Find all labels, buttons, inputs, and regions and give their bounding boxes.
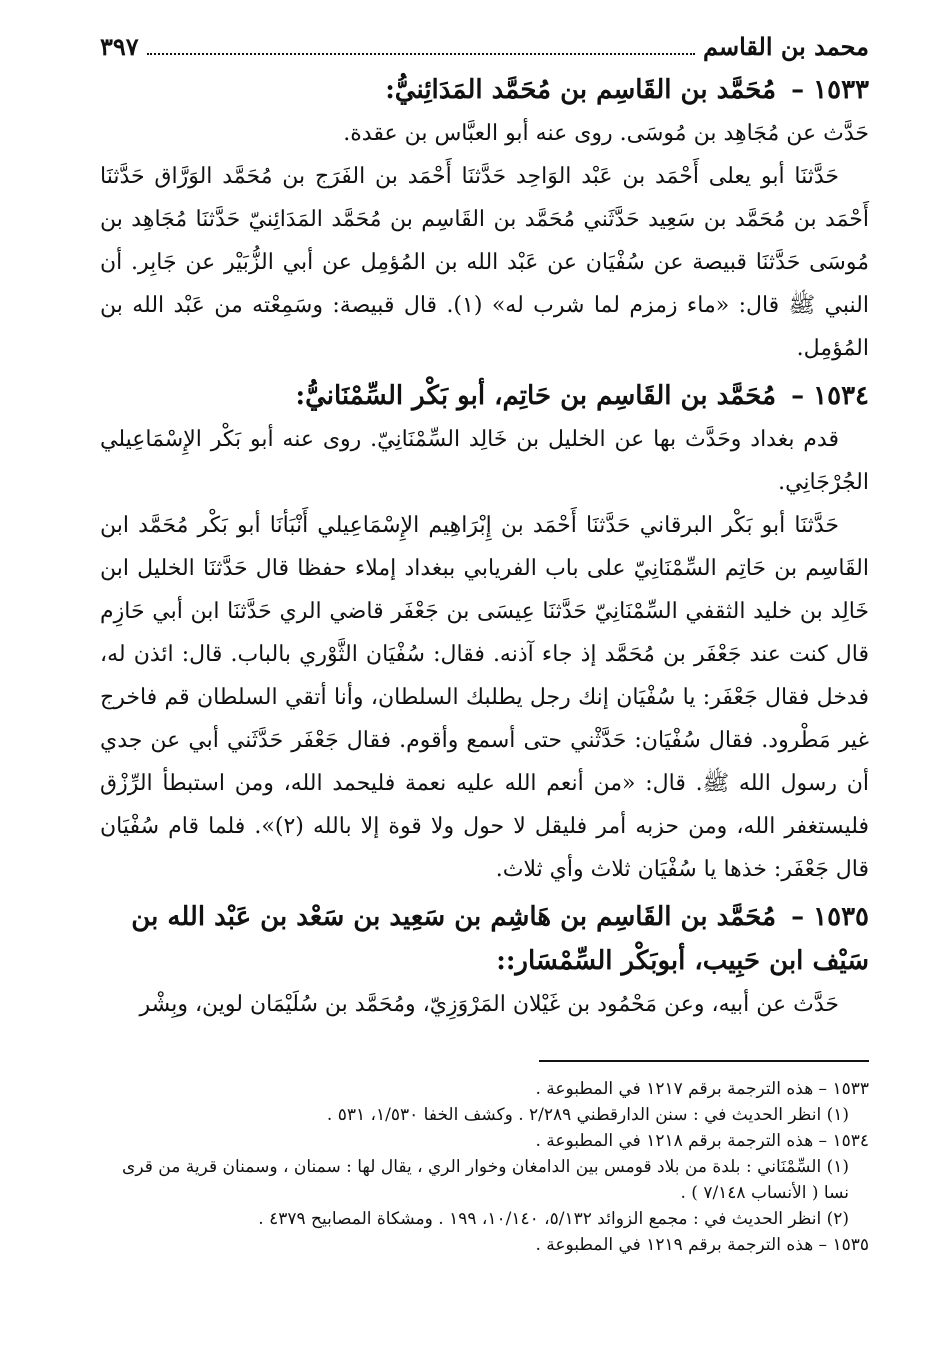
entry-name: مُحَمَّد بن القَاسِم بن حَاتِم، أبو بَكْر السِّمْنَانيُّ:	[295, 381, 777, 411]
leader-dots	[147, 53, 695, 55]
entry-1533	[100, 68, 869, 370]
footnote: (١) انظر الحديث في : سنن الدارقطني ٢/٢٨٩ . وكشف الخفا ١/٥٣٠، ٥٣١ .	[326, 1105, 849, 1125]
entry-heading	[100, 374, 869, 418]
footnote: ١٥٣٥ – هذه الترجمة برقم ١٢١٩ في المطبوعة .	[535, 1235, 869, 1255]
entry-number: ١٥٣٣ –	[791, 75, 869, 105]
footnotes	[100, 1076, 869, 1258]
entry-paragraph: حَدَّثنَا أبو بَكْر البرقاني حَدَّثنَا أَحْمَد بن إِبْرَاهِيم الإِسْمَاعِيلي أَنْبَأنَا أبو بَكْر مُحَمَّد ابن القَاسِم بن حَاتِم السِّمْنَانِيّ على باب الفريابي ببغداد إملاء حفظا قال حَدَّثنَا الخليل ابن خَالِد بن خليد الثقفي السِّمْنَانِيّ حَدَّثنَا عِيسَى بن جَعْفَر قاضي الري حَدَّثنَا ابن أبي حَازِم قال كنت عند جَعْفَر بن مُحَمَّد إذ جاء آذنه. فقال: سُفْيَان الثَّوْري بالباب. قال: ائذن له، فدخل فقال جَعْفَر: يا سُفْيَان إنك رجل يطلبك السلطان، وأنا أتقي السلطان قم فاخرج غير مَطْرود. فقال سُفْيَان: حَدَّثْني حتى أسمع وأقوم. فقال جَعْفَر حَدَّثَني أبي عن جدي أن رسول الله ﷺ. قال: «من أنعم الله عليه نعمة فليحمد الله، ومن استبطأ الرِّزْق فليستغفر الله، ومن حزبه أمر فليقل لا حول ولا قوة إلا بالله (٢)». فلما قام سُفْيَان قال جَعْفَر: خذها يا سُفْيَان ثلاث وأي ثلاث.	[100, 513, 870, 882]
footnote: (١) السِّمْنَاني : بلدة من بلاد قومس بين الدامغان وخوار الري ، يقال لها : سمنان ، وسمنان قرية من قرى نسا ( الأنساب ٧/١٤٨ ) .	[122, 1157, 849, 1203]
entry-name: مُحَمَّد بن القَاسِم بن هَاشِم بن سَعِيد بن سَعْد بن عَبْد الله بن سَيْف ابن حَبِيب، أبوبَكْر السِّمْسَار::	[131, 902, 869, 976]
entry-heading	[100, 68, 869, 112]
entry-paragraph: قدم بغداد وحَدَّث بها عن الخليل بن خَالِد السِّمْنَانِيّ. روى عنه أبو بَكْر الإِسْمَاعِيلي الجُرْجَانِي.	[100, 427, 869, 495]
entry-name: مُحَمَّد بن القَاسِم بن مُحَمَّد المَدَائِنيُّ:	[385, 75, 777, 105]
running-head-title: محمد بن القاسم	[703, 32, 869, 61]
entry-number: ١٥٣٥ –	[791, 902, 869, 932]
entry-1534	[100, 374, 869, 891]
footnote: ١٥٣٣ – هذه الترجمة برقم ١٢١٧ في المطبوعة .	[535, 1079, 869, 1099]
page-number: ٣٩٧	[100, 32, 139, 61]
entry-paragraph: حَدَّثنَا أبو يعلى أَحْمَد بن عَبْد الوَاحِد حَدَّثنَا أَحْمَد بن الفَرَج بن مُحَمَّد الوَرَّاق حَدَّثنَا أَحْمَد بن مُحَمَّد بن سَعِيد حَدَّثَني مُحَمَّد بن القَاسِم بن مُحَمَّد المَدَائِنيّ حَدَّثنَا مُجَاهِد بن مُوسَى حَدَّثنَا قبيصة عن سُفْيَان عن عَبْد الله بن المُؤمِل عن أبي الزُّبَيْر عن جَابِر. أن النبي ﷺ قال: «ماء زمزم لما شرب له» (١). قال قبيصة: وسَمِعْته من عَبْد الله بن المُؤمِل.	[100, 164, 870, 361]
entry-paragraph: حَدَّث عن أبيه، وعن مَحْمُود بن غَيْلان المَرْوَزِيّ، ومُحَمَّد بن سُلَيْمَان لوين، وبِشْر	[139, 992, 839, 1017]
running-head	[100, 30, 869, 64]
entry-1535	[100, 895, 869, 1026]
footnote-divider	[539, 1060, 869, 1062]
footnote: ١٥٣٤ – هذه الترجمة برقم ١٢١٨ في المطبوعة .	[535, 1131, 869, 1151]
entry-heading	[100, 895, 869, 983]
entry-number: ١٥٣٤ –	[791, 381, 869, 411]
entry-paragraph: حَدَّث عن مُجَاهِد بن مُوسَى. روى عنه أبو العبَّاس بن عقدة.	[343, 121, 869, 146]
footnote: (٢) انظر الحديث في : مجمع الزوائد ٥/١٣٢، ١٠/١٤٠، ١٩٩ . ومشكاة المصابيح ٤٣٧٩ .	[258, 1209, 849, 1229]
